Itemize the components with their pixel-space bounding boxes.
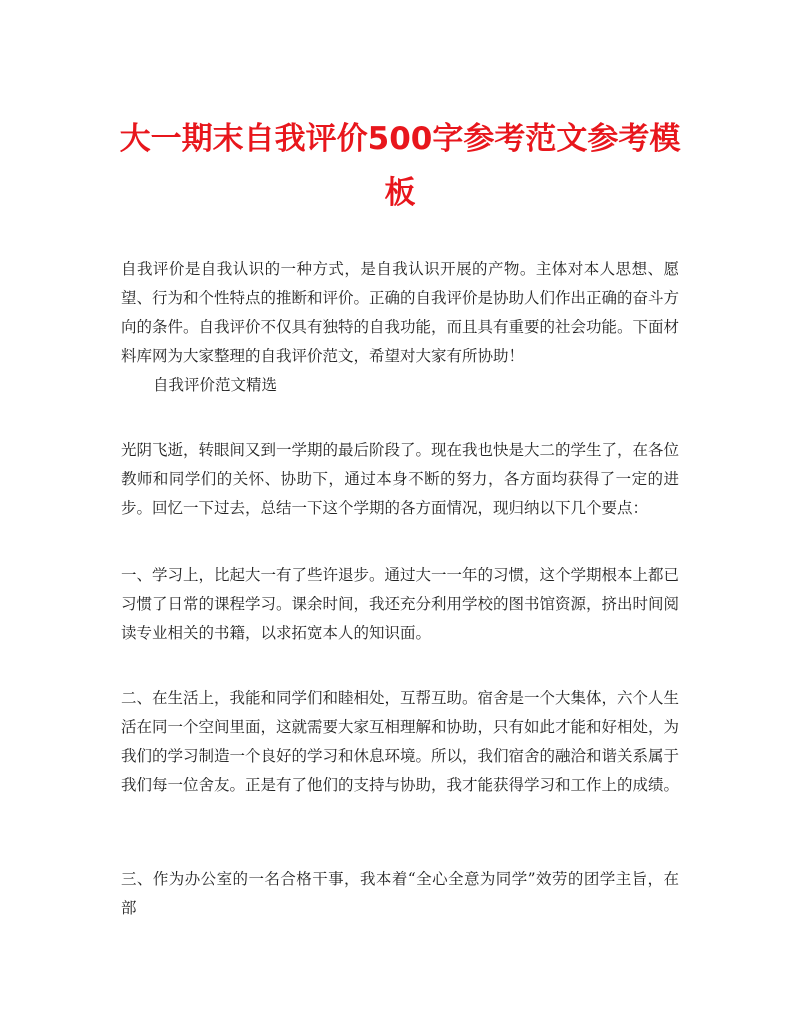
paragraph-study: 一、学习上，比起大一有了些许退步。通过大一一年的习惯，这个学期根本上都已习惯了日常的课程学习。课余时间，我还充分利用学校的图书馆资源，挤出时间阅读专业相关的书籍，以求拓宽本人的知识面。 xyxy=(121,566,680,642)
paragraph-opening: 光阴飞逝，转眼间又到一学期的最后阶段了。现在我也快是大二的学生了，在各位教师和同学们的关怀、协助下，通过本身不断的努力，各方面均获得了一定的进步。回忆一下过去，总结一下这个学期的各方面情况，现归纳以下几个要点： xyxy=(121,441,680,517)
document-title: 大一期末自我评价500字参考范文参考模板 xyxy=(119,121,681,211)
intro-paragraph: 自我评价是自我认识的一种方式，是自我认识开展的产物。主体对本人思想、愿望、行为和个性特点的推断和评价。正确的自我评价是协助人们作出正确的奋斗方向的条件。自我评价不仅具有独特的自我功能，而且具有重要的社会功能。下面材料库网为大家整理的自我评价范文，希望对大家有所协助！ xyxy=(121,260,680,365)
paragraph-life: 二、在生活上，我能和同学们和睦相处，互帮互助。宿舍是一个大集体，六个人生活在同一个空间里面，这就需要大家互相理解和协助，只有如此才能和好相处，为我们的学习制造一个良好的学习和休息环境。所以，我们宿舍的融洽和谐关系属于我们每一位舍友。正是有了他们的支持与协助，我才能获得学习和工作上的成绩。 xyxy=(121,689,680,794)
section-subheading: 自我评价范文精选 xyxy=(153,376,278,394)
paragraph-office-work: 三、作为办公室的一名合格干事，我本着“全心全意为同学”效劳的团学主旨，在部 xyxy=(121,870,679,917)
